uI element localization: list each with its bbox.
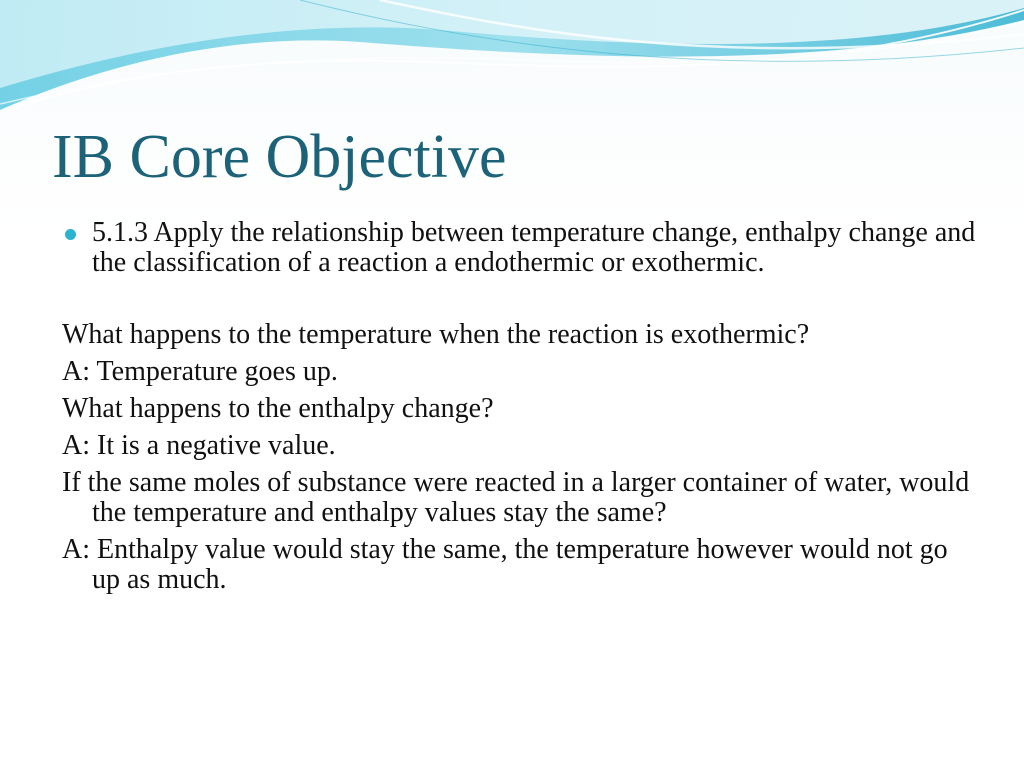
objective-text: 5.1.3 Apply the relationship between temperature change, enthalpy change and the classification of a reaction a endothermic or exothermic.: [92, 217, 976, 278]
slide-title: IB Core Objective: [52, 123, 507, 191]
question-larger-container: If the same moles of substance were reacted in a larger container of water, would the temperature and enthalpy values stay the same?: [62, 467, 970, 528]
answer-temperature: A: Temperature goes up.: [62, 356, 338, 387]
slide-body: [62, 218, 982, 602]
question-enthalpy-change: What happens to the enthalpy change?: [62, 393, 494, 424]
question-exothermic-temperature: What happens to the temperature when the reaction is exothermic?: [62, 319, 810, 350]
bullet-dot-icon: [65, 229, 76, 240]
answer-enthalpy: A: It is a negative value.: [62, 430, 336, 461]
header-wave-decoration: [0, 0, 1024, 120]
objective-bullet: [62, 218, 982, 278]
answer-larger-container: A: Enthalpy value would stay the same, the temperature however would not go up as much.: [62, 534, 948, 595]
